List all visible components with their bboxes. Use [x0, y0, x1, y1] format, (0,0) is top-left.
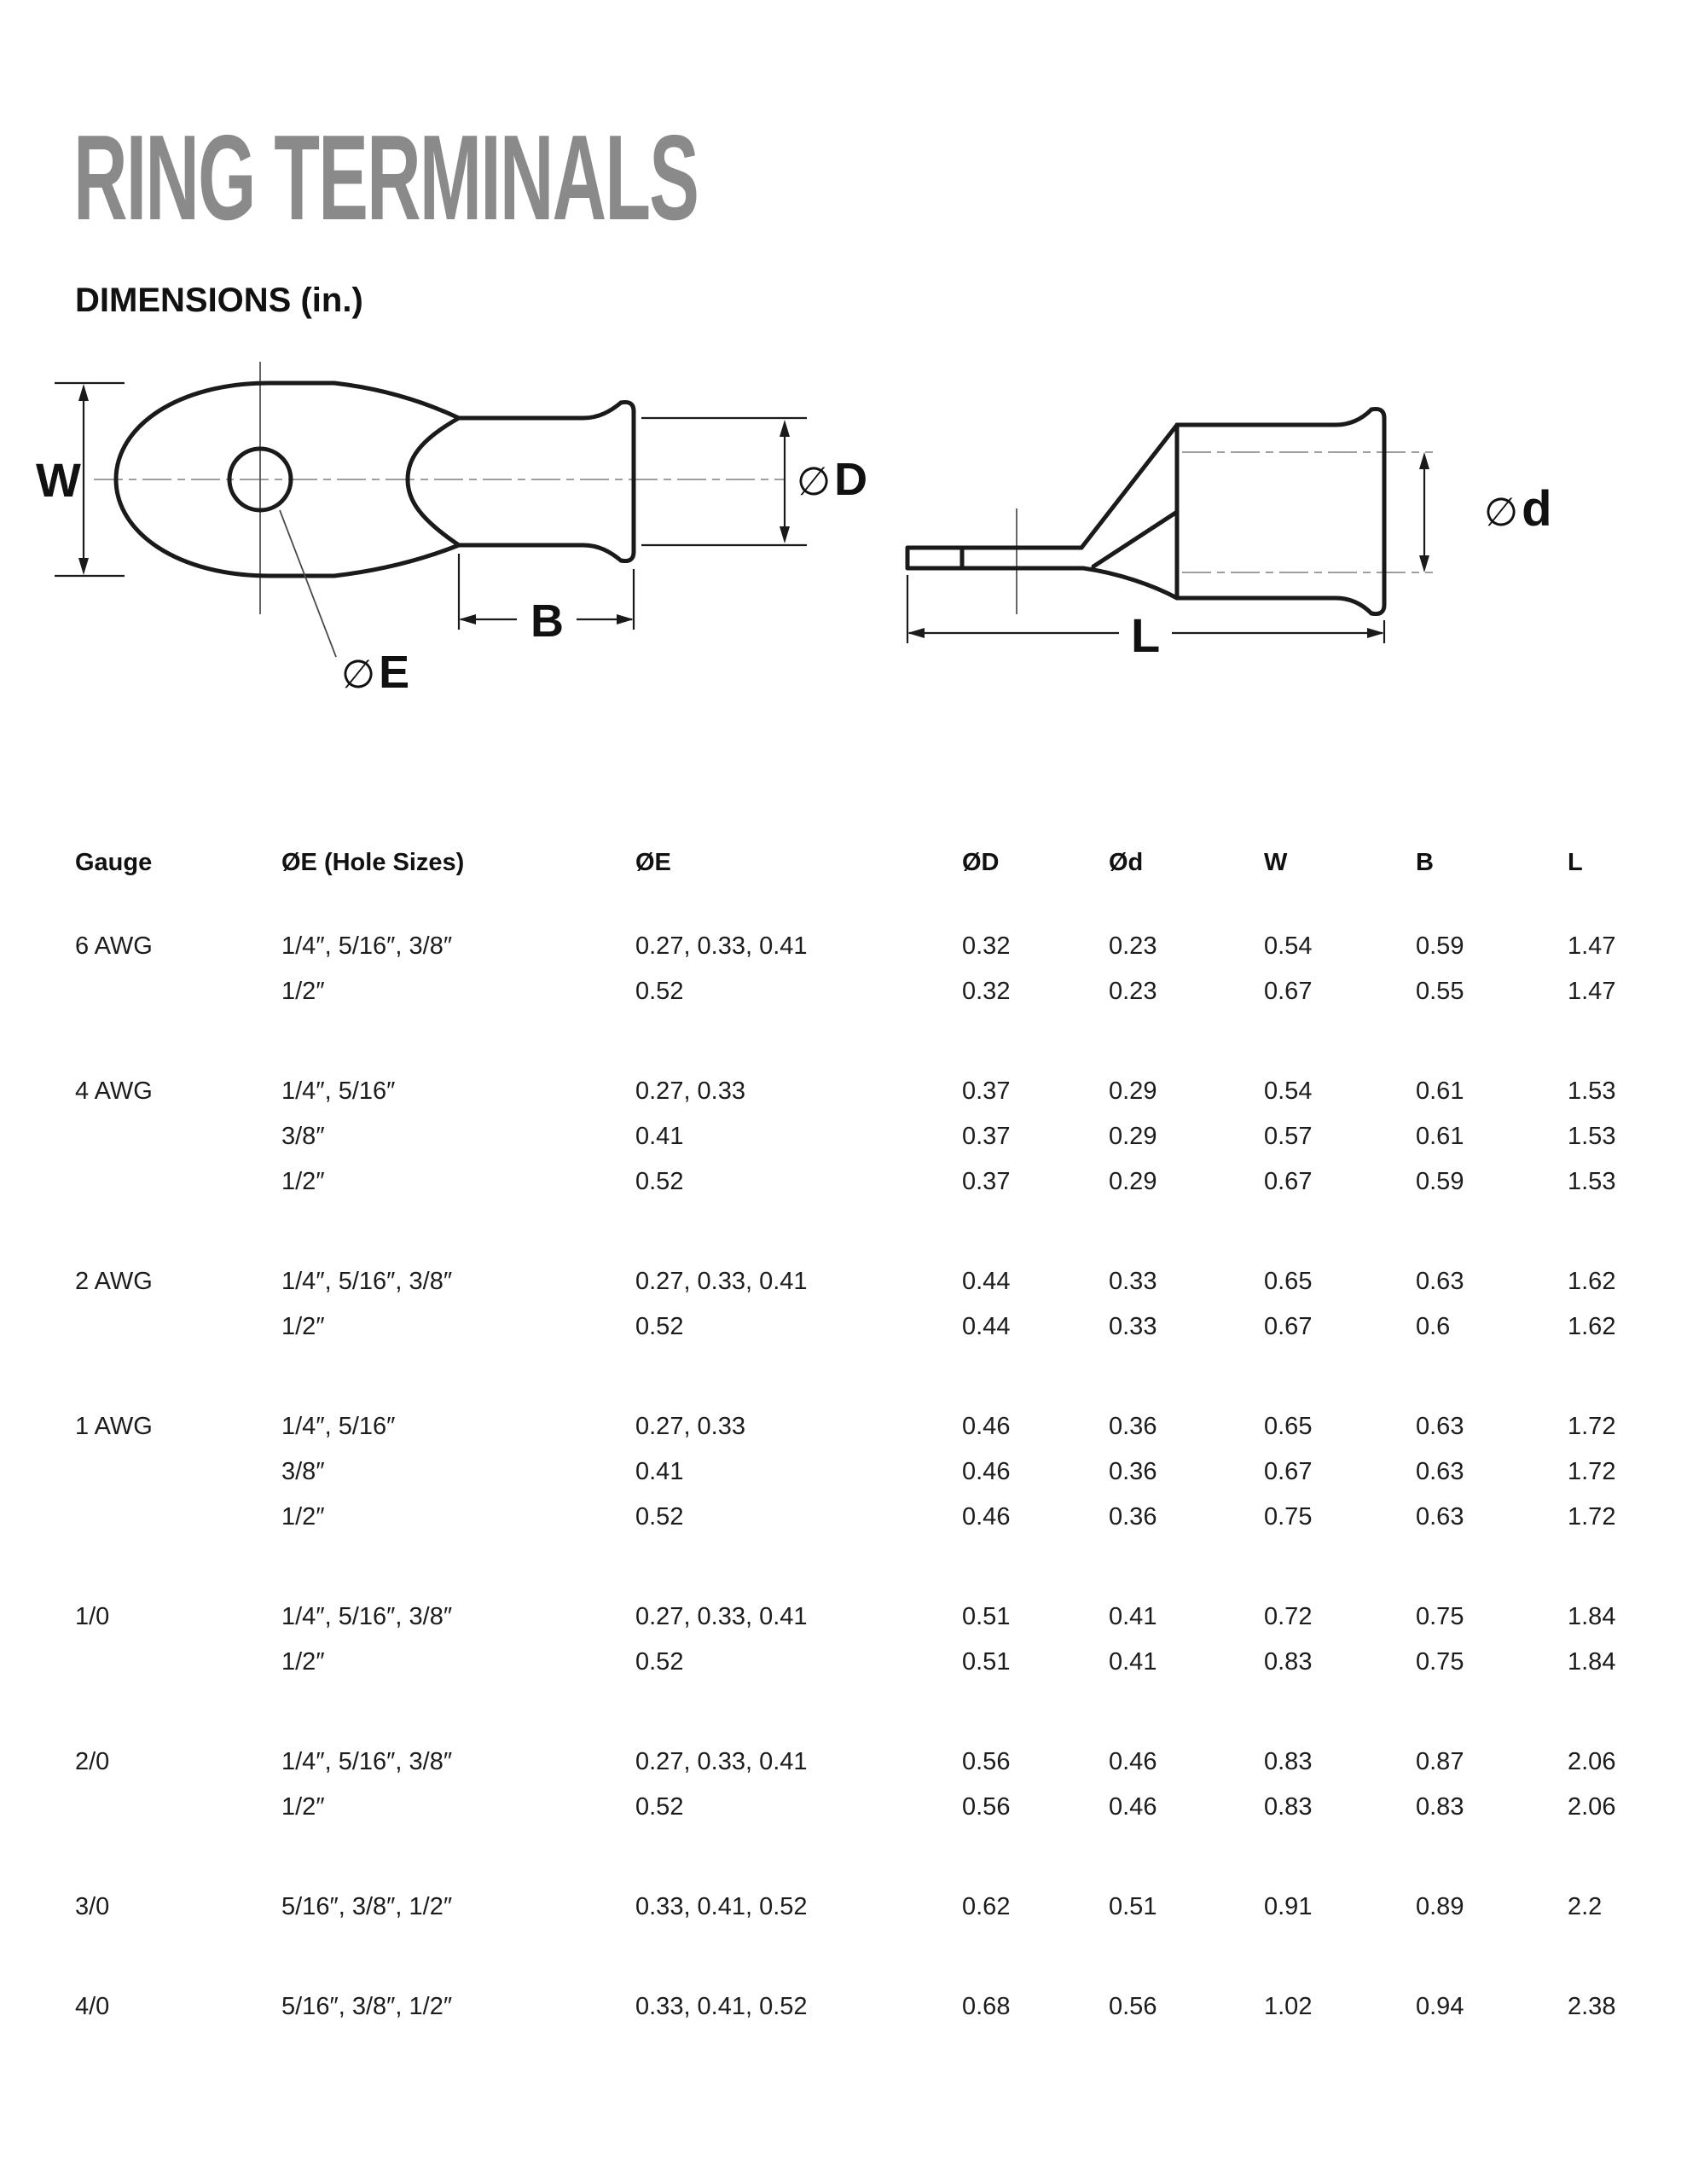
- b-arrow-right: [617, 614, 634, 624]
- value-cell: 0.27, 0.33, 0.41: [635, 1603, 808, 1630]
- value-cell: 0.75: [1416, 1648, 1464, 1676]
- table-row: [75, 1449, 1661, 1495]
- value-cell: 0.59: [1416, 932, 1464, 960]
- value-cell: 0.37: [962, 1168, 1011, 1195]
- od-arrow-down: [1419, 555, 1429, 572]
- barrel-top-edge: [459, 403, 621, 418]
- value-cell: 0.56: [962, 1793, 1011, 1821]
- value-cell: 0.6: [1416, 1313, 1451, 1340]
- gauge-cell: [75, 969, 281, 1014]
- value-cell: 0.67: [1264, 1458, 1313, 1485]
- value-cell: 2.38: [1568, 1993, 1616, 2020]
- value-cell: 0.63: [1416, 1503, 1464, 1531]
- gauge-cell: 3/0: [75, 1893, 110, 1920]
- tongue-bottom-edge: [907, 568, 1177, 598]
- side-view-drawing: [887, 358, 1655, 725]
- value-cell: 0.59: [1416, 1168, 1464, 1195]
- gauge-cell: 4/0: [75, 1993, 110, 2020]
- column-header: W: [1264, 849, 1288, 876]
- value-cell: 1/4″, 5/16″, 3/8″: [281, 1748, 453, 1775]
- gauge-cell: [75, 1304, 281, 1350]
- dimensions-table: [75, 840, 1661, 2030]
- value-cell: 0.63: [1416, 1413, 1464, 1440]
- value-cell: 0.63: [1416, 1458, 1464, 1485]
- value-cell: 0.46: [1109, 1793, 1157, 1821]
- gauge-group: [75, 1740, 1661, 1830]
- value-cell: 5/16″, 3/8″, 1/2″: [281, 1893, 453, 1920]
- table-row: [75, 1159, 1661, 1205]
- od-arrow-up: [780, 420, 790, 437]
- gauge-cell: 2 AWG: [75, 1268, 153, 1295]
- w-arrow-down: [78, 558, 89, 575]
- l-arrow-left: [907, 628, 925, 638]
- value-cell: 1/4″, 5/16″, 3/8″: [281, 1603, 453, 1630]
- table-row: [75, 1740, 1661, 1785]
- table-row: [75, 1785, 1661, 1830]
- value-cell: 0.46: [962, 1503, 1011, 1531]
- value-cell: 2.06: [1568, 1793, 1616, 1821]
- w-arrow-up: [78, 384, 89, 401]
- value-cell: 1.62: [1568, 1313, 1616, 1340]
- value-cell: 0.33: [1109, 1268, 1157, 1295]
- table-row: [75, 924, 1661, 969]
- gauge-cell: [75, 1449, 281, 1495]
- value-cell: 0.72: [1264, 1603, 1313, 1630]
- gauge-cell: 6 AWG: [75, 932, 153, 960]
- value-cell: 0.27, 0.33, 0.41: [635, 932, 808, 960]
- gauge-cell: 4 AWG: [75, 1077, 153, 1105]
- value-cell: 0.52: [635, 1793, 684, 1821]
- od-arrow-up: [1419, 452, 1429, 469]
- table-row: [75, 1640, 1661, 1685]
- value-cell: 0.44: [962, 1268, 1011, 1295]
- value-cell: 0.65: [1264, 1268, 1313, 1295]
- value-cell: 0.94: [1416, 1993, 1464, 2020]
- column-header: ØE: [635, 849, 671, 876]
- value-cell: 0.52: [635, 1168, 684, 1195]
- value-cell: 1/2″: [281, 1648, 325, 1676]
- value-cell: 0.56: [1109, 1993, 1157, 2020]
- value-cell: 0.75: [1416, 1603, 1464, 1630]
- value-cell: 1.47: [1568, 932, 1616, 960]
- value-cell: 0.46: [962, 1413, 1011, 1440]
- value-cell: 0.67: [1264, 1313, 1313, 1340]
- value-cell: 1.53: [1568, 1123, 1616, 1150]
- value-cell: 3/8″: [281, 1458, 325, 1485]
- value-cell: 0.36: [1109, 1413, 1157, 1440]
- value-cell: 0.61: [1416, 1123, 1464, 1150]
- value-cell: 0.51: [962, 1648, 1011, 1676]
- value-cell: 0.23: [1109, 978, 1157, 1005]
- value-cell: 1/4″, 5/16″, 3/8″: [281, 932, 453, 960]
- value-cell: 0.63: [1416, 1268, 1464, 1295]
- gauge-group: [75, 1404, 1661, 1540]
- dimensions-table-body: [75, 924, 1661, 2030]
- front-view-drawing: [34, 358, 870, 725]
- value-cell: 1/4″, 5/16″: [281, 1077, 396, 1105]
- value-cell: 2.06: [1568, 1748, 1616, 1775]
- gauge-cell: 1 AWG: [75, 1413, 153, 1440]
- value-cell: 0.54: [1264, 932, 1313, 960]
- value-cell: 0.41: [635, 1123, 684, 1150]
- value-cell: 0.33, 0.41, 0.52: [635, 1993, 808, 2020]
- column-header: Ød: [1109, 849, 1144, 876]
- value-cell: 0.27, 0.33: [635, 1413, 745, 1440]
- barrel-bottom-edge: [1177, 598, 1371, 613]
- value-cell: 1.47: [1568, 978, 1616, 1005]
- oe-dim-label: ∅E: [341, 647, 410, 698]
- l-dim-label: L: [1131, 608, 1161, 662]
- value-cell: 0.89: [1416, 1893, 1464, 1920]
- b-dim-label: B: [530, 595, 564, 647]
- value-cell: 0.91: [1264, 1893, 1313, 1920]
- value-cell: 0.44: [962, 1313, 1011, 1340]
- value-cell: 1.02: [1264, 1993, 1313, 2020]
- gauge-cell: 2/0: [75, 1748, 110, 1775]
- value-cell: 0.67: [1264, 1168, 1313, 1195]
- table-row: [75, 1259, 1661, 1304]
- gauge-group: [75, 1594, 1661, 1685]
- value-cell: 0.29: [1109, 1077, 1157, 1105]
- value-cell: 1.62: [1568, 1268, 1616, 1295]
- flare-rim: [1371, 409, 1384, 613]
- value-cell: 0.68: [962, 1993, 1011, 2020]
- value-cell: 1.84: [1568, 1603, 1616, 1630]
- side-view-diagram: [887, 358, 1655, 725]
- value-cell: 0.51: [962, 1603, 1011, 1630]
- value-cell: 0.41: [635, 1458, 684, 1485]
- value-cell: 0.55: [1416, 978, 1464, 1005]
- oe-leader-line: [280, 510, 336, 657]
- column-header: ØD: [962, 849, 1000, 876]
- gauge-cell: [75, 1785, 281, 1830]
- table-row: [75, 1404, 1661, 1449]
- value-cell: 0.37: [962, 1077, 1011, 1105]
- value-cell: 0.41: [1109, 1648, 1157, 1676]
- table-row: [75, 1594, 1661, 1640]
- value-cell: 1/4″, 5/16″, 3/8″: [281, 1268, 453, 1295]
- value-cell: 0.37: [962, 1123, 1011, 1150]
- value-cell: 0.65: [1264, 1413, 1313, 1440]
- gauge-cell: [75, 1114, 281, 1159]
- value-cell: 0.83: [1264, 1648, 1313, 1676]
- od-dim-label: ∅D: [797, 454, 868, 505]
- value-cell: 0.54: [1264, 1077, 1313, 1105]
- table-row: [75, 1885, 1661, 1930]
- value-cell: 0.87: [1416, 1748, 1464, 1775]
- l-arrow-right: [1367, 628, 1384, 638]
- value-cell: 1/2″: [281, 1313, 325, 1340]
- front-view-diagram: [34, 358, 870, 725]
- value-cell: 0.23: [1109, 932, 1157, 960]
- value-cell: 0.83: [1264, 1793, 1313, 1821]
- value-cell: 0.41: [1109, 1603, 1157, 1630]
- value-cell: 1.53: [1568, 1077, 1616, 1105]
- gauge-group: [75, 1259, 1661, 1350]
- value-cell: 0.27, 0.33: [635, 1077, 745, 1105]
- gauge-group: [75, 1069, 1661, 1205]
- value-cell: 0.56: [962, 1748, 1011, 1775]
- value-cell: 1.72: [1568, 1413, 1616, 1440]
- value-cell: 0.83: [1416, 1793, 1464, 1821]
- value-cell: 0.36: [1109, 1458, 1157, 1485]
- value-cell: 1.72: [1568, 1503, 1616, 1531]
- value-cell: 0.32: [962, 932, 1011, 960]
- barrel-bottom-edge: [459, 545, 621, 561]
- value-cell: 0.83: [1264, 1748, 1313, 1775]
- dimensions-heading: DIMENSIONS (in.): [75, 282, 363, 319]
- gauge-group: [75, 1885, 1661, 1930]
- top-taper-edge: [270, 383, 459, 418]
- value-cell: 1/2″: [281, 1793, 325, 1821]
- flare-rim: [621, 402, 634, 561]
- gauge-cell: 1/0: [75, 1603, 110, 1630]
- value-cell: 0.57: [1264, 1123, 1313, 1150]
- value-cell: 0.51: [1109, 1893, 1157, 1920]
- value-cell: 1/2″: [281, 978, 325, 1005]
- value-cell: 0.27, 0.33, 0.41: [635, 1748, 808, 1775]
- value-cell: 5/16″, 3/8″, 1/2″: [281, 1993, 453, 2020]
- value-cell: 1.53: [1568, 1168, 1616, 1195]
- barrel-mouth-arc: [408, 418, 459, 545]
- table-row: [75, 1069, 1661, 1114]
- table-row: [75, 1304, 1661, 1350]
- value-cell: 1/2″: [281, 1503, 325, 1531]
- table-row: [75, 969, 1661, 1014]
- barrel-top-edge: [1177, 410, 1371, 425]
- column-header: Gauge: [75, 849, 153, 876]
- b-arrow-left: [459, 614, 476, 624]
- od-dim-label: ∅d: [1484, 481, 1552, 537]
- value-cell: 0.67: [1264, 978, 1313, 1005]
- value-cell: 2.2: [1568, 1893, 1603, 1920]
- value-cell: 1.84: [1568, 1648, 1616, 1676]
- bore-centerlines: [1182, 452, 1433, 572]
- gauge-group: [75, 1984, 1661, 2030]
- riser-outer-edge: [1081, 425, 1177, 548]
- value-cell: 0.46: [1109, 1748, 1157, 1775]
- riser-inner-edge: [1093, 512, 1177, 566]
- value-cell: 0.27, 0.33, 0.41: [635, 1268, 808, 1295]
- dimensions-table-header: [75, 840, 1661, 886]
- value-cell: 0.52: [635, 978, 684, 1005]
- value-cell: 1/4″, 5/16″: [281, 1413, 396, 1440]
- value-cell: 0.32: [962, 978, 1011, 1005]
- page-title: RING TERMINALS: [73, 110, 699, 246]
- gauge-group: [75, 924, 1661, 1014]
- table-row: [75, 1114, 1661, 1159]
- value-cell: 0.33: [1109, 1313, 1157, 1340]
- od-arrow-down: [780, 526, 790, 543]
- gauge-cell: [75, 1640, 281, 1685]
- gauge-cell: [75, 1159, 281, 1205]
- value-cell: 0.36: [1109, 1503, 1157, 1531]
- value-cell: 3/8″: [281, 1123, 325, 1150]
- value-cell: 0.75: [1264, 1503, 1313, 1531]
- od-extension-lines: [641, 418, 807, 545]
- value-cell: 0.62: [962, 1893, 1011, 1920]
- bottom-taper-edge: [270, 545, 459, 576]
- value-cell: 0.52: [635, 1503, 684, 1531]
- gauge-cell: [75, 1495, 281, 1540]
- value-cell: 0.52: [635, 1313, 684, 1340]
- value-cell: 0.33, 0.41, 0.52: [635, 1893, 808, 1920]
- table-row: [75, 1984, 1661, 2030]
- value-cell: 0.61: [1416, 1077, 1464, 1105]
- value-cell: 0.29: [1109, 1123, 1157, 1150]
- value-cell: 1/2″: [281, 1168, 325, 1195]
- column-header: ØE (Hole Sizes): [281, 849, 465, 876]
- column-header: L: [1568, 849, 1583, 876]
- table-row: [75, 1495, 1661, 1540]
- value-cell: 0.29: [1109, 1168, 1157, 1195]
- value-cell: 0.46: [962, 1458, 1011, 1485]
- value-cell: 0.52: [635, 1648, 684, 1676]
- value-cell: 1.72: [1568, 1458, 1616, 1485]
- column-header: B: [1416, 849, 1434, 876]
- w-dim-label: W: [36, 453, 81, 507]
